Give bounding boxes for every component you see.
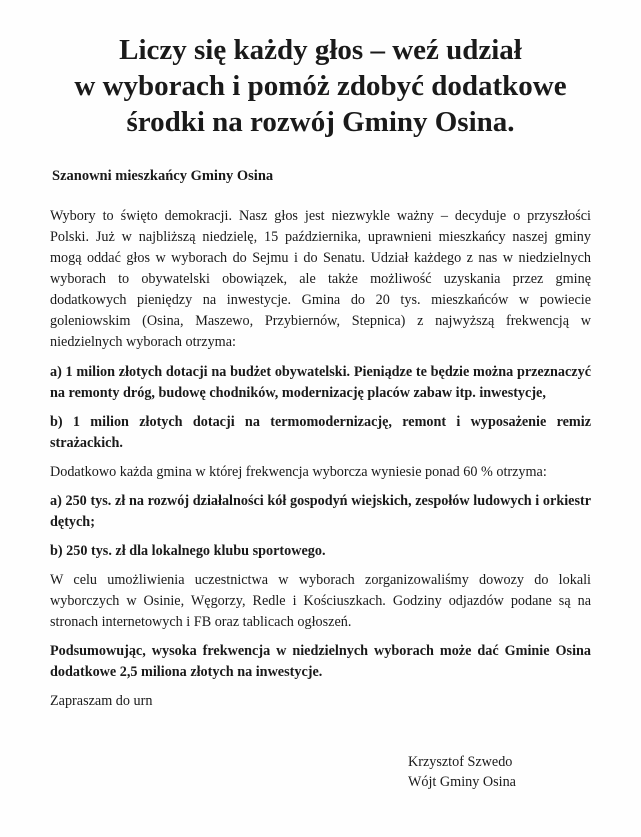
- salutation: Szanowni mieszkańcy Gminy Osina: [52, 168, 274, 184]
- summary-paragraph: Podsumowując, wysoka frekwencja w niedzielnych wyborach może dać Gminie Osina dodatkowe 2,5 miliona złotych na inwestycje.: [50, 643, 591, 680]
- title-line-2: w wyborach i pomóż zdobyć dodatkowe: [74, 70, 567, 102]
- benefit-item-a2: a) 250 tys. zł na rozwój działalności kół gospodyń wiejskich, zespołów ludowych i orkiestr dętych;: [50, 493, 591, 530]
- transport-paragraph: W celu umożliwienia uczestnictwa w wyborach zorganizowaliśmy dowozy do lokali wyborczych w Osinie, Węgorzy, Redle i Kościuszkach. Godziny odjazdów podane są na stronach internetowych i FB oraz tablicach ogłoszeń.: [50, 572, 591, 630]
- letter-title: [20, 32, 621, 140]
- signature-role: Wójt Gminy Osina: [408, 774, 516, 790]
- signature-name: Krzysztof Szwedo: [408, 754, 513, 770]
- intro-paragraph: Wybory to święto demokracji. Nasz głos jest niezwykle ważny – decyduje o przyszłości Polski. Już w najbliższą niedzielę, 15 października, uprawnieni mieszkańcy naszej gminy mogą oddać głos w wyborach do Sejmu i do Senatu. Udział każdego z nas w niedzielnych wyborach to obywatelski obowiązek, ale także możliwość uzyskania przez gminę dodatkowych pieniędzy na inwestycje. Gmina do 20 tys. mieszkańców w powiecie goleniowskim (Osina, Maszewo, Przybiernów, Stepnica) z najwyższą frekwencją w niedzielnych wyborach otrzyma:: [50, 208, 591, 350]
- closing-line: Zapraszam do urn: [50, 693, 153, 709]
- letter-body: [50, 206, 591, 720]
- benefit-item-b1: b) 1 milion złotych dotacji na termomodernizację, remont i wyposażenie remiz strażackich.: [50, 414, 591, 451]
- signature-block: [408, 752, 516, 792]
- extra-paragraph: Dodatkowo każda gmina w której frekwencja wyborcza wyniesie ponad 60 % otrzyma:: [50, 464, 547, 480]
- benefit-item-a1: a) 1 milion złotych dotacji na budżet obywatelski. Pieniądze te będzie można przeznaczyć na remonty dróg, budowę chodników, modernizację placów zabaw itp. inwestycje,: [50, 364, 591, 401]
- benefit-item-b2: b) 250 tys. zł dla lokalnego klubu sportowego.: [50, 543, 326, 559]
- title-line-1: Liczy się każdy głos – weź udział: [119, 34, 522, 66]
- title-line-3: środki na rozwój Gminy Osina.: [126, 106, 515, 138]
